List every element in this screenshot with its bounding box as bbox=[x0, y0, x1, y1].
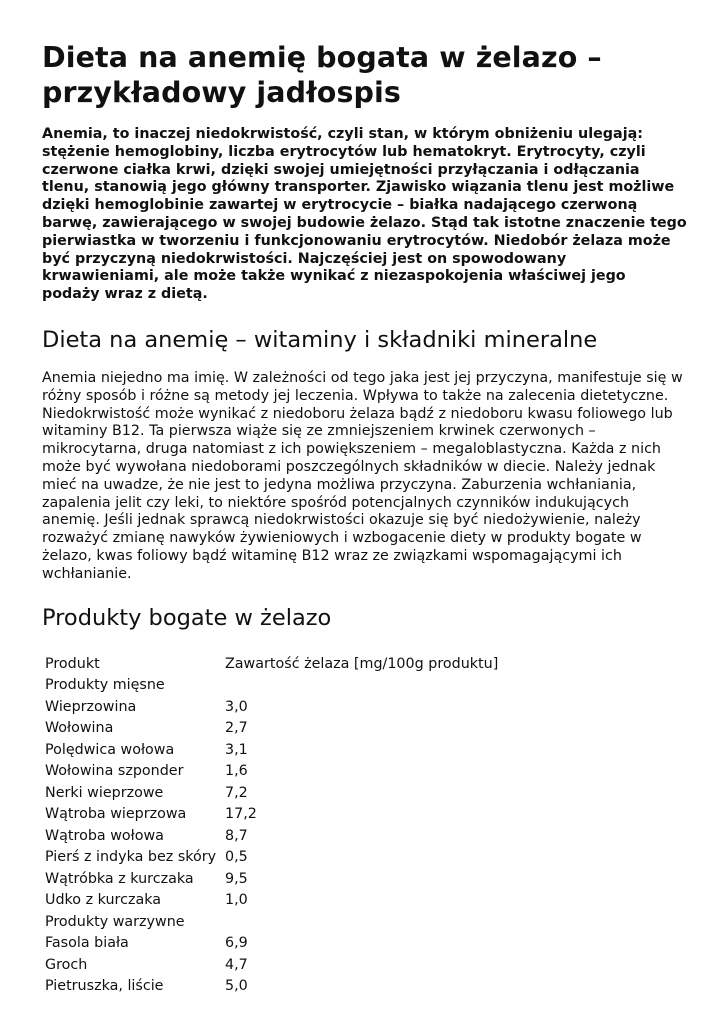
article bbox=[42, 40, 687, 998]
table-row bbox=[42, 976, 501, 998]
product-name: Wątróbka z kurczaka bbox=[45, 870, 194, 887]
table-row bbox=[42, 675, 501, 697]
product-name: Polędwica wołowa bbox=[45, 741, 175, 758]
product-name: Fasola biała bbox=[45, 935, 129, 952]
product-name: Wołowina szponder bbox=[45, 763, 184, 780]
iron-value bbox=[222, 675, 501, 697]
table-row bbox=[42, 804, 501, 826]
table-row bbox=[42, 697, 501, 719]
iron-value: 8,7 bbox=[225, 827, 248, 844]
table-row bbox=[42, 869, 501, 891]
product-name: Produkty warzywne bbox=[45, 913, 185, 930]
iron-value: 1,0 bbox=[225, 892, 248, 909]
header-iron-content: Zawartość żelaza [mg/100g produktu] bbox=[225, 655, 499, 672]
table-row bbox=[42, 826, 501, 848]
iron-value: 6,9 bbox=[225, 935, 248, 952]
product-name: Wątroba wołowa bbox=[45, 827, 164, 844]
table-row bbox=[42, 955, 501, 977]
product-name: Groch bbox=[45, 956, 88, 973]
table-row bbox=[42, 890, 501, 912]
iron-value bbox=[222, 912, 501, 934]
iron-value: 9,5 bbox=[225, 870, 248, 887]
table-row bbox=[42, 761, 501, 783]
header-product: Produkt bbox=[45, 655, 100, 672]
product-name: Produkty mięsne bbox=[45, 677, 165, 694]
iron-value: 5,0 bbox=[225, 978, 248, 995]
iron-value: 3,1 bbox=[225, 741, 248, 758]
iron-value: 2,7 bbox=[225, 720, 248, 737]
table-row bbox=[42, 933, 501, 955]
product-name: Pietruszka, liście bbox=[45, 978, 164, 995]
product-name: Wołowina bbox=[45, 720, 114, 737]
product-name: Pierś z indyka bez skóry bbox=[45, 849, 217, 866]
iron-value: 17,2 bbox=[225, 806, 257, 823]
iron-value: 3,0 bbox=[225, 698, 248, 715]
section-heading-iron-products: Produkty bogate w żelazo bbox=[42, 604, 332, 631]
table-row bbox=[42, 783, 501, 805]
product-name: Wątroba wieprzowa bbox=[45, 806, 187, 823]
iron-value: 0,5 bbox=[225, 849, 248, 866]
iron-content-table bbox=[42, 654, 501, 998]
section-heading-vitamins: Dieta na anemię – witaminy i składniki mineralne bbox=[42, 326, 598, 353]
product-name: Udko z kurczaka bbox=[45, 892, 162, 909]
product-name: Wieprzowina bbox=[45, 698, 137, 715]
table-row bbox=[42, 740, 501, 762]
table-row bbox=[42, 718, 501, 740]
product-name: Nerki wieprzowe bbox=[45, 784, 164, 801]
page-title: Dieta na anemię bogata w żelazo – przykładowy jadłospis bbox=[42, 41, 602, 109]
iron-value: 1,6 bbox=[225, 763, 248, 780]
table-row bbox=[42, 912, 501, 934]
table-header-row bbox=[42, 654, 501, 676]
iron-value: 7,2 bbox=[225, 784, 248, 801]
iron-value: 4,7 bbox=[225, 956, 248, 973]
body-paragraph: Anemia niejedno ma imię. W zależności od tego jaka jest jej przyczyna, manifestuje się w różny sposób i różne są metody jej leczenia. Wpływa to także na zalecenia dietetyczne. Niedokrwistość może wynikać z niedoboru żelaza bądź z niedoboru kwasu foliowego lub witaminy B12. Ta pierwsza wiąże się ze zmniejszeniem krwinek czerwonych – mikrocytarna, druga natomiast z ich powiększeniem – megaloblastyczna. Każda z nich może być wywołana niedoborami poszczególnych składników w diecie. Należy jednak mieć na uwadze, że nie jest to jedyna możliwa przyczyna. Zaburzenia wchłaniania, zapalenia jelit czy leki, to niektóre spośród potencjalnych czynników indukujących anemię. Jeśli jednak sprawcą niedokrwistości okazuje się być niedożywienie, należy rozważyć zmianę nawyków żywieniowych i wzbogacenie diety w produkty bogate w żelazo, kwas foliowy bądź witaminę B12 wraz ze związkami wspomagającymi ich wchłanianie. bbox=[42, 369, 683, 582]
lead-paragraph: Anemia, to inaczej niedokrwistość, czyli stan, w którym obniżeniu ulegają: stężenie hemoglobiny, liczba erytrocytów lub hematokryt. Erytrocyty, czyli czerwone ciałka krwi, dzięki swojej umiejętności przyłączania i odłączania tlenu, stanowią jego główny transporter. Zjawisko wiązania tlenu jest możliwe dzięki hemoglobinie zawartej w erytrocycie – białka nadającego czerwoną barwę, zawierającego w swojej budowie żelazo. Stąd tak istotne znaczenie tego pierwiastka w tworzeniu i funkcjonowaniu erytrocytów. Niedobór żelaza może być przyczyną niedokrwistości. Najczęściej jest on spowodowany krwawieniami, ale może także wynikać z niezaspokojenia właściwej jego podaży wraz z dietą. bbox=[42, 126, 687, 303]
table-row bbox=[42, 847, 501, 869]
